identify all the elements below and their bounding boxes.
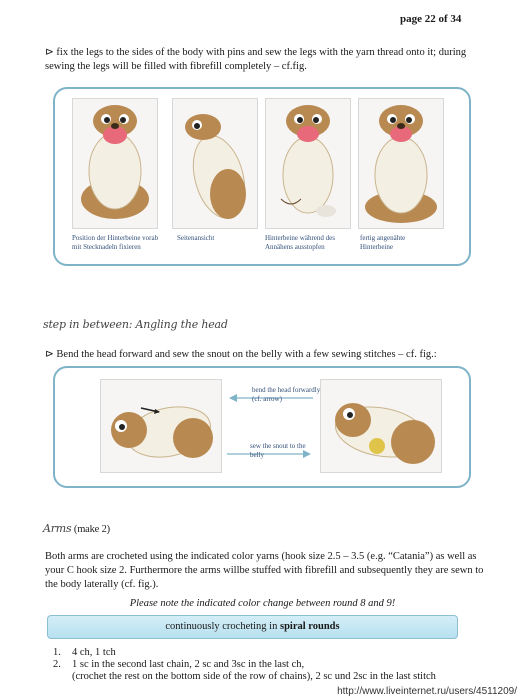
instruction-arms: Both arms are crocheted using the indicated color yarns (hook size 2.5 – 3.5 (e.g. “Catania”) as well as your C hook size 2. Furthermore the arms willbe stuffed with fibrefill and subsequently they are sewn to the body laterally (cf. fig.). bbox=[45, 551, 484, 590]
photo-frame-head bbox=[53, 366, 471, 488]
photo-meerkat-stuffing bbox=[265, 98, 351, 229]
caption-legs-4: fertig angenähte Hinterbeine bbox=[360, 234, 406, 251]
caption-legs-3: Hinterbeine während des Annähens ausstopfen bbox=[265, 234, 335, 251]
section-heading-arms: Arms (make 2) bbox=[43, 522, 110, 535]
list-item: 2. 1 sc in the second last chain, 2 sc and 3sc in the last ch, (crochet the rest on the bottom side of the row of chains), 2 sc und 2sc in the last stitch bbox=[53, 659, 436, 682]
instruction-bend-head: ⊳ Bend the head forward and sew the snout on the belly with a few sewing stitches – cf. fig.: bbox=[45, 349, 437, 360]
watermark-url: http://www.liveinternet.ru/users/4511209/ bbox=[337, 686, 517, 697]
label-bend-head: bend the head forwardly (cf. arrow) bbox=[252, 386, 321, 403]
photo-frame-legs bbox=[53, 87, 471, 266]
spiral-rounds-banner: continuously crocheting in spiral rounds bbox=[47, 615, 458, 639]
caption-legs-2: Seitenansicht bbox=[177, 234, 215, 242]
section-heading-angling-head: step in between: Angling the head bbox=[43, 318, 228, 331]
label-sew-snout: sew the snout to the belly bbox=[250, 442, 306, 459]
caption-legs-1: Position der Hinterbeine vorab mit Stecknadeln fixieren bbox=[72, 234, 159, 251]
photo-meerkat-side bbox=[172, 98, 258, 229]
instruction-legs: ⊳ fix the legs to the sides of the body with pins and sew the legs with the yarn thread onto it; during sewing the legs will be filled with fibrefill completely – cf.fig. bbox=[45, 47, 467, 72]
round-list bbox=[53, 647, 493, 683]
color-change-note: Please note the indicated color change between round 8 and 9! bbox=[129, 598, 396, 609]
list-item: 1. 4 ch, 1 tch bbox=[53, 647, 116, 658]
photo-snout-sewn bbox=[320, 379, 442, 473]
photo-meerkat-front-pins bbox=[72, 98, 158, 229]
photo-head-bent-arrow bbox=[100, 379, 222, 473]
photo-meerkat-finished-legs bbox=[358, 98, 444, 229]
page-number: page 22 of 34 bbox=[400, 13, 462, 25]
